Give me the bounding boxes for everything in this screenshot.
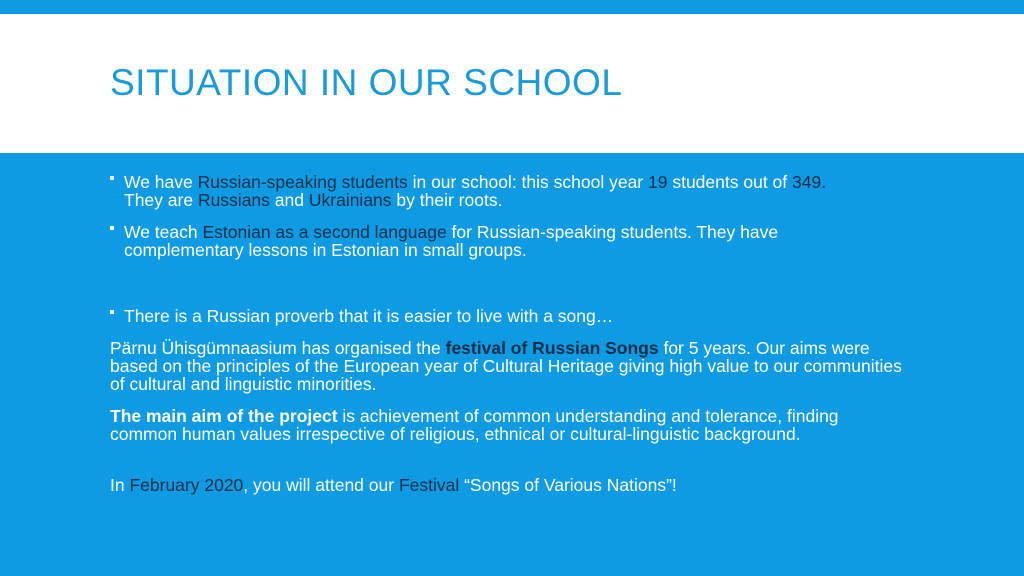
text: for Russian-speaking students. They have complementary lessons in Estonian in small groups. — [124, 222, 779, 260]
text: In — [110, 475, 130, 495]
text: “Songs of Various Nations”! — [459, 475, 677, 495]
highlight: Russian-speaking students — [197, 172, 408, 192]
bold-label: The main aim of the project — [110, 406, 338, 426]
bullet-proverb — [124, 307, 884, 325]
paragraph-invitation — [110, 476, 910, 494]
text: They are — [124, 190, 198, 210]
text: Pärnu Ühisgümnaasium has organised the — [110, 338, 446, 358]
highlight-number: 349. — [792, 172, 827, 192]
bullet-russian-students — [124, 173, 944, 209]
bullet-estonian-lessons — [124, 223, 884, 259]
text: by their roots. — [391, 190, 503, 210]
paragraph-festival — [110, 339, 910, 393]
bullet-marker-icon — [110, 226, 114, 230]
text: , you will attend our — [243, 475, 399, 495]
highlight: Festival — [398, 475, 460, 495]
highlight: Estonian as a second language — [202, 222, 447, 242]
text: There is a Russian proverb that it is easier to live with a song… — [124, 306, 614, 326]
text: in our school: this school year — [407, 172, 648, 192]
text: We teach — [124, 222, 203, 242]
text: is achievement of common understanding and tolerance, finding common human values irrespective of religious, ethnical or cultural-linguistic background. — [110, 406, 839, 444]
text: students out of — [667, 172, 792, 192]
highlight: Ukrainians — [308, 190, 392, 210]
top-strip — [0, 0, 1024, 14]
text: We have — [124, 172, 198, 192]
highlight-number: 19 — [648, 172, 668, 192]
paragraph-main-aim — [110, 407, 910, 443]
text: for 5 years. Our aims were based on the principles of the European year of Cultural Heritage giving high value to our communities of cultural and linguistic minorities. — [110, 338, 902, 394]
highlight-date: February 2020 — [129, 475, 244, 495]
slide-content — [0, 153, 1024, 576]
bullet-marker-icon — [110, 310, 114, 314]
highlight: Russians — [197, 190, 270, 210]
slide-title: SITUATION IN OUR SCHOOL — [110, 62, 623, 103]
highlight-bold: festival of Russian Songs — [445, 338, 659, 358]
bullet-marker-icon — [110, 176, 114, 180]
text: and — [269, 190, 309, 210]
